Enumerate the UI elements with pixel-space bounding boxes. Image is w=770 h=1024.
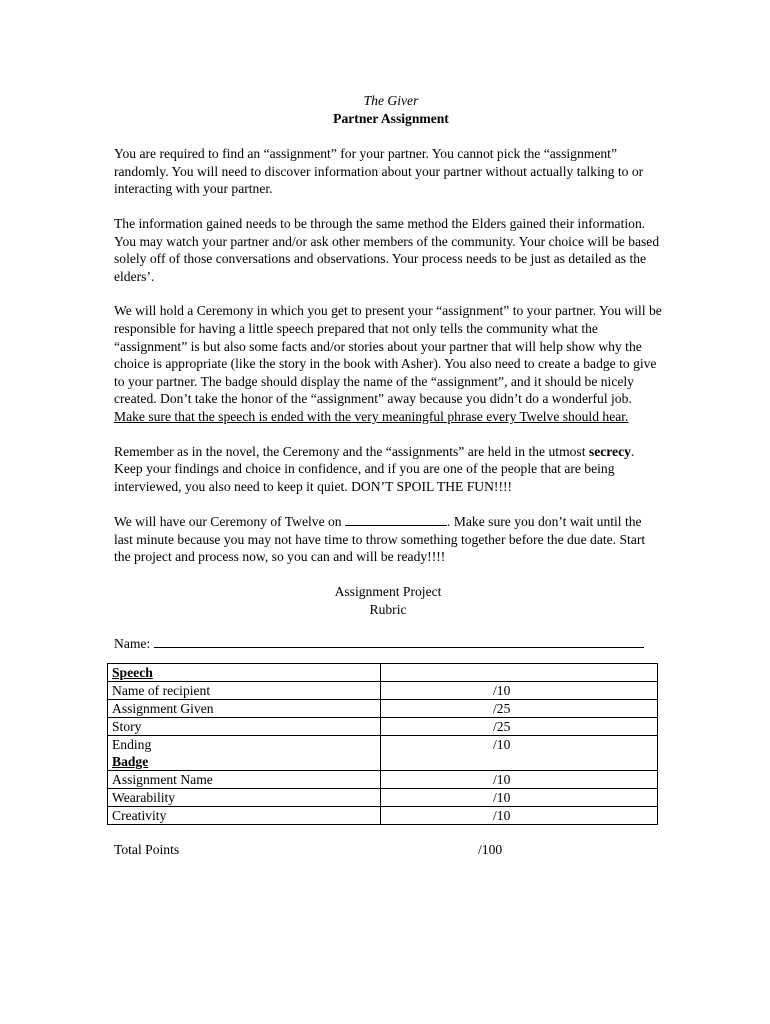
name-line xyxy=(114,634,662,653)
table-row xyxy=(108,770,658,788)
paragraph-intro: You are required to find an “assignment” for your partner. You cannot pick the “assignment” randomly. You will need to discover information about your partner without actually talking to or interacting with your partner. xyxy=(114,146,644,197)
secrecy-text-start: Remember as in the novel, the Ceremony and the “assignments” are held in the utmost xyxy=(114,443,586,459)
rubric-table xyxy=(107,663,658,825)
badge-section-label: Badge xyxy=(112,753,149,769)
rubric-label-cell: Wearability xyxy=(108,788,381,806)
rubric-heading-line2: Rubric xyxy=(369,601,407,617)
secrecy-bold-word: secrecy xyxy=(588,443,631,459)
ceremony-text: We will hold a Ceremony in which you get to present your “assignment” to your partner. You will be responsible for having a little speech prepared that not only tells the community what the “assignment” is but also some facts and/or stories about your partner that will help show why the choice is appropriate (like the story in the book with Asher). You also need to create a badge to give to your partner. The badge should display the name of the “assignment”, and it should be nicely created. Don’t take the honor of the “assignment” away because you didn’t do a wonderful job. xyxy=(114,303,662,407)
rubric-points-cell: /10 xyxy=(381,788,658,806)
table-row xyxy=(108,788,658,806)
table-row xyxy=(108,735,658,770)
secrecy-text-end: . Keep your findings and choice in confidence, and if you are one of the people that are being interviewed, you also need to keep it quiet. DON’T SPOIL THE FUN!!!! xyxy=(114,443,635,494)
assignment-title: Partner Assignment xyxy=(333,110,449,126)
empty-cell xyxy=(381,663,658,681)
rubric-label: Ending xyxy=(112,736,152,752)
rubric-label-cell: Assignment Given xyxy=(108,699,381,717)
rubric-points-cell: /10 xyxy=(381,681,658,699)
rubric-points-cell: /10 xyxy=(381,735,658,770)
rubric-points-cell: /25 xyxy=(381,699,658,717)
ceremony-underlined-text: Make sure that the speech is ended with the very meaningful phrase every Twelve should hear. xyxy=(114,408,629,424)
total-label: Total Points xyxy=(114,841,180,857)
total-points: /100 xyxy=(478,841,503,857)
paragraph-secrecy xyxy=(114,443,662,496)
document-page xyxy=(114,92,662,859)
paragraph-method: The information gained needs to be through the same method the Elders gained their information. You may watch your partner and/or ask other members of the community. Your choice will be based solely off of those conversations and observations. Your process needs to be just as detailed as the elders’. xyxy=(114,215,660,284)
table-row xyxy=(108,699,658,717)
rubric-heading-line1: Assignment Project xyxy=(334,584,442,600)
rubric-label-cell xyxy=(108,735,381,770)
table-row xyxy=(108,806,658,824)
rubric-points-cell: /25 xyxy=(381,717,658,735)
table-row xyxy=(108,663,658,681)
speech-section-label: Speech xyxy=(112,664,153,680)
rubric-label-cell: Name of recipient xyxy=(108,681,381,699)
date-blank-line xyxy=(345,512,447,526)
book-title: The Giver xyxy=(363,93,419,108)
date-text-start: We will have our Ceremony of Twelve on xyxy=(114,514,342,530)
rubric-label-cell: Assignment Name xyxy=(108,770,381,788)
table-row xyxy=(108,717,658,735)
paragraph-date xyxy=(114,512,662,566)
rubric-label-cell: Story xyxy=(108,717,381,735)
paragraph-ceremony xyxy=(114,302,662,425)
total-points-line xyxy=(114,841,662,859)
rubric-points-cell: /10 xyxy=(381,770,658,788)
rubric-heading xyxy=(114,583,662,618)
rubric-label-cell: Creativity xyxy=(108,806,381,824)
name-label: Name: xyxy=(114,636,151,652)
table-row xyxy=(108,681,658,699)
name-blank-line xyxy=(154,634,644,648)
rubric-points-cell: /10 xyxy=(381,806,658,824)
date-text-end: . Make sure you don’t wait until the last minute because you may not have time to throw something together before the due date. Start the project and process now, so you can and will be ready!!!! xyxy=(114,514,646,565)
speech-section-header xyxy=(108,663,381,681)
